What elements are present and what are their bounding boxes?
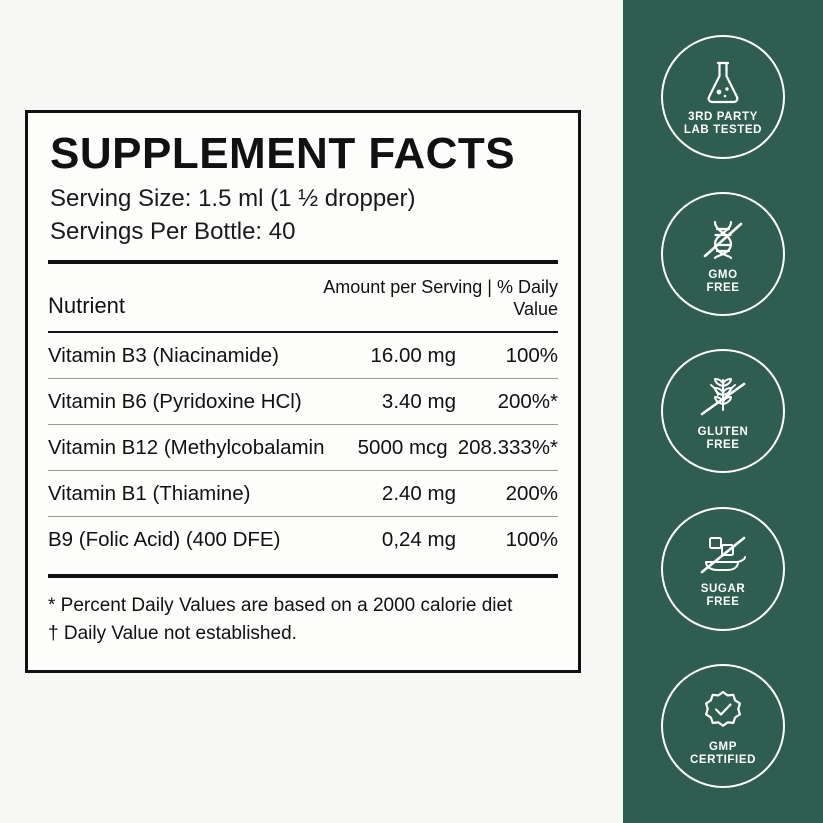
badge-label: GMP CERTIFIED — [689, 740, 757, 766]
facts-box — [25, 110, 581, 673]
table-row — [48, 517, 558, 562]
nutrient-amount: 0,24 mg — [381, 527, 456, 551]
badge-label: GMO FREE — [706, 268, 740, 294]
column-header-nutrient: Nutrient — [48, 292, 126, 318]
nutrient-daily-value: 208.333%* — [457, 435, 558, 459]
dna-icon — [699, 214, 747, 266]
badge-3rd-party-lab-tested — [661, 35, 785, 159]
column-header-amount-line1: Amount per Serving | % Daily — [323, 276, 558, 297]
badge-sugar-free — [661, 507, 785, 631]
servings-per-bottle-line: Servings Per Bottle: 40 — [50, 217, 296, 245]
nutrient-amount: 16.00 mg — [370, 343, 456, 367]
serving-size-line: Serving Size: 1.5 ml (1 ½ dropper) — [50, 185, 416, 213]
table-row — [48, 471, 558, 516]
nutrient-amount: 5000 mcg — [357, 435, 448, 459]
badge-gmp-certified — [661, 664, 785, 788]
nutrient-name: Vitamin B3 (Niacinamide) — [48, 343, 279, 367]
nutrient-name: Vitamin B1 (Thiamine) — [48, 481, 251, 505]
sugar-spoon-icon — [698, 528, 748, 580]
badge-label: SUGAR FREE — [700, 583, 746, 609]
badges-list — [623, 0, 823, 823]
footnote-not-established: † Daily Value not established. — [48, 623, 297, 645]
nutrient-daily-value: 100% — [505, 343, 558, 367]
badge-label: 3RD PARTY LAB TESTED — [683, 111, 763, 137]
column-header-amount — [263, 276, 558, 321]
nutrient-amount: 2.40 mg — [381, 481, 456, 505]
nutrient-daily-value: 200%* — [497, 389, 558, 413]
flask-icon — [701, 56, 745, 108]
table-row — [48, 425, 558, 470]
table-row — [48, 333, 558, 378]
nutrient-daily-value: 100% — [505, 527, 558, 551]
badge-gmo-free — [661, 192, 785, 316]
nutrient-name: Vitamin B12 (Methylcobalamin — [48, 435, 325, 459]
table-header-row — [48, 264, 558, 331]
badges-panel — [623, 0, 823, 823]
nutrient-name: B9 (Folic Acid) (400 DFE) — [48, 527, 281, 551]
badge-label: GLUTEN FREE — [697, 426, 749, 451]
nutrient-daily-value: 200% — [505, 481, 558, 505]
nutrient-amount: 3.40 mg — [381, 389, 456, 413]
footnote-daily-value: * Percent Daily Values are based on a 2000 calorie diet — [48, 594, 513, 616]
check-seal-icon — [700, 686, 746, 738]
footnotes — [48, 578, 558, 649]
column-header-amount-line2: Value — [513, 299, 558, 320]
table-row — [48, 379, 558, 424]
badge-gluten-free — [661, 349, 785, 473]
nutrient-name: Vitamin B6 (Pyridoxine HCl) — [48, 389, 302, 413]
wheat-icon — [697, 371, 749, 423]
page-title: SUPPLEMENT FACTS — [50, 129, 516, 178]
